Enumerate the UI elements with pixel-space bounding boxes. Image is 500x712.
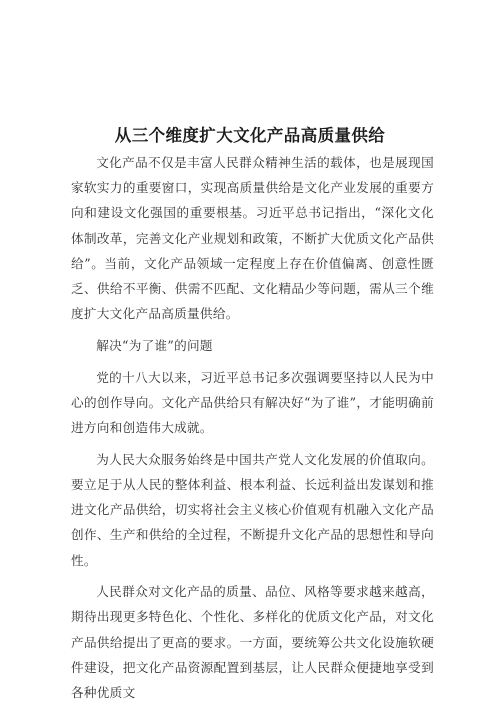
document-body [71, 150, 434, 712]
document-title: 从三个维度扩大文化产品高质量供给 [114, 126, 386, 145]
paragraph: 为人民大众服务始终是中国共产党人文化发展的价值取向。要立足于从人民的整体利益、根本利益、长远利益出发谋划和推进文化产品供给，切实将社会主义核心价值观有机融入文化产品创作、生产和供给的全过程，不断提升文化产品的思想性和导向性。 [71, 451, 434, 568]
paragraph: 党的十八大以来，习近平总书记多次强调要坚持以人民为中心的创作导向。文化产品供给只有解决好“为了谁”，才能明确前进方向和创造伟大成就。 [71, 369, 434, 436]
paragraph-intro: 文化产品不仅是丰富人民群众精神生活的载体，也是展现国家软实力的重要窗口，实现高质量供给是文化产业发展的重要方向和建设文化强国的重要根基。习近平总书记指出，“深化文化体制改革，完善文化产业规划和政策，不断扩大优质文化产品供给”。当前，文化产品领域一定程度上存在价值偏离、创意性匮乏、供给不平衡、供需不匹配、文化精品少等问题，需从三个维度扩大文化产品高质量供给。 [71, 155, 434, 322]
section-heading: 解决“为了谁”的问题 [96, 337, 213, 353]
paragraph: 人民群众对文化产品的质量、品位、风格等要求越来越高，期待出现更多特色化、个性化、多样化的优质文化产品，对文化产品供给提出了更高的要求。一方面，要统筹公共文化设施软硬件建设，把文化产品资源配置到基层，让人民群众便捷地享受到各种优质文 [71, 584, 434, 701]
